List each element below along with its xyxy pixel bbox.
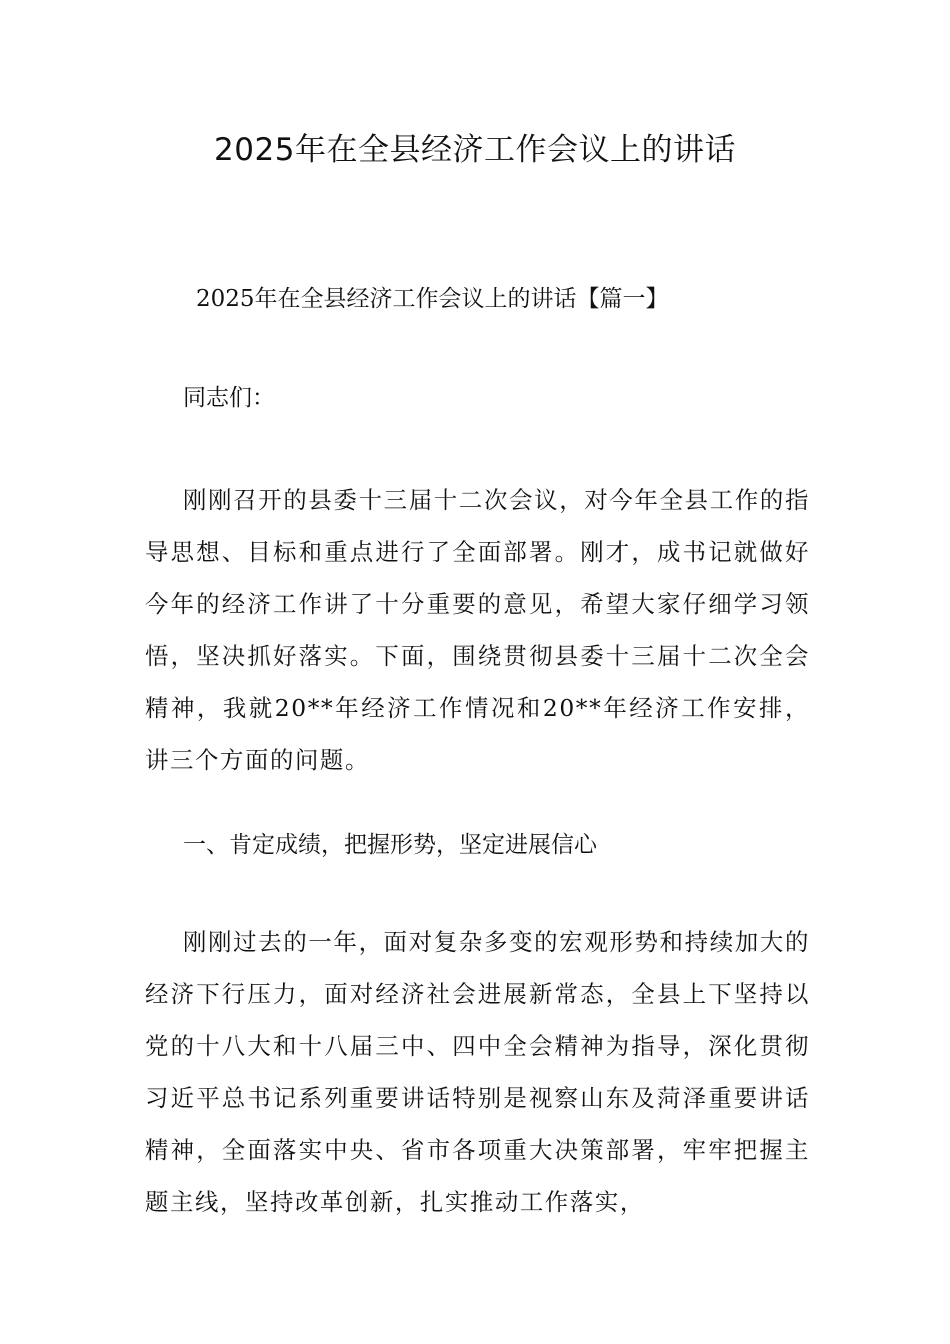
body-paragraph-1: 刚刚召开的县委十三届十二次会议，对今年全县工作的指导思想、目标和重点进行了全面部署。刚才，成书记就做好今年的经济工作讲了十分重要的意见，希望大家仔细学习领悟，坚决抓好落实。下面，围绕贯彻县委十三届十二次全会精神，我就20**年经济工作情况和20**年经济工作安排，讲三个方面的问题。 [145,486,810,774]
salutation: 同志们： [183,385,275,411]
document-subtitle: 2025年在全县经济工作会议上的讲话【篇一】 [196,286,669,312]
section-heading-1: 一、肯定成绩，把握形势，坚定进展信心 [183,832,597,858]
document-title: 2025年在全县经济工作会议上的讲话 [214,132,736,168]
body-paragraph-2: 刚刚过去的一年，面对复杂多变的宏观形势和持续加大的经济下行压力，面对经济社会进展新常态，全县上下坚持以党的十八大和十八届三中、四中全会精神为指导，深化贯彻习近平总书记系列重要讲话特别是视察山东及菏泽重要讲话精神，全面落实中央、省市各项重大决策部署，牢牢把握主题主线，坚持改革创新，扎实推动工作落实， [145,928,810,1216]
